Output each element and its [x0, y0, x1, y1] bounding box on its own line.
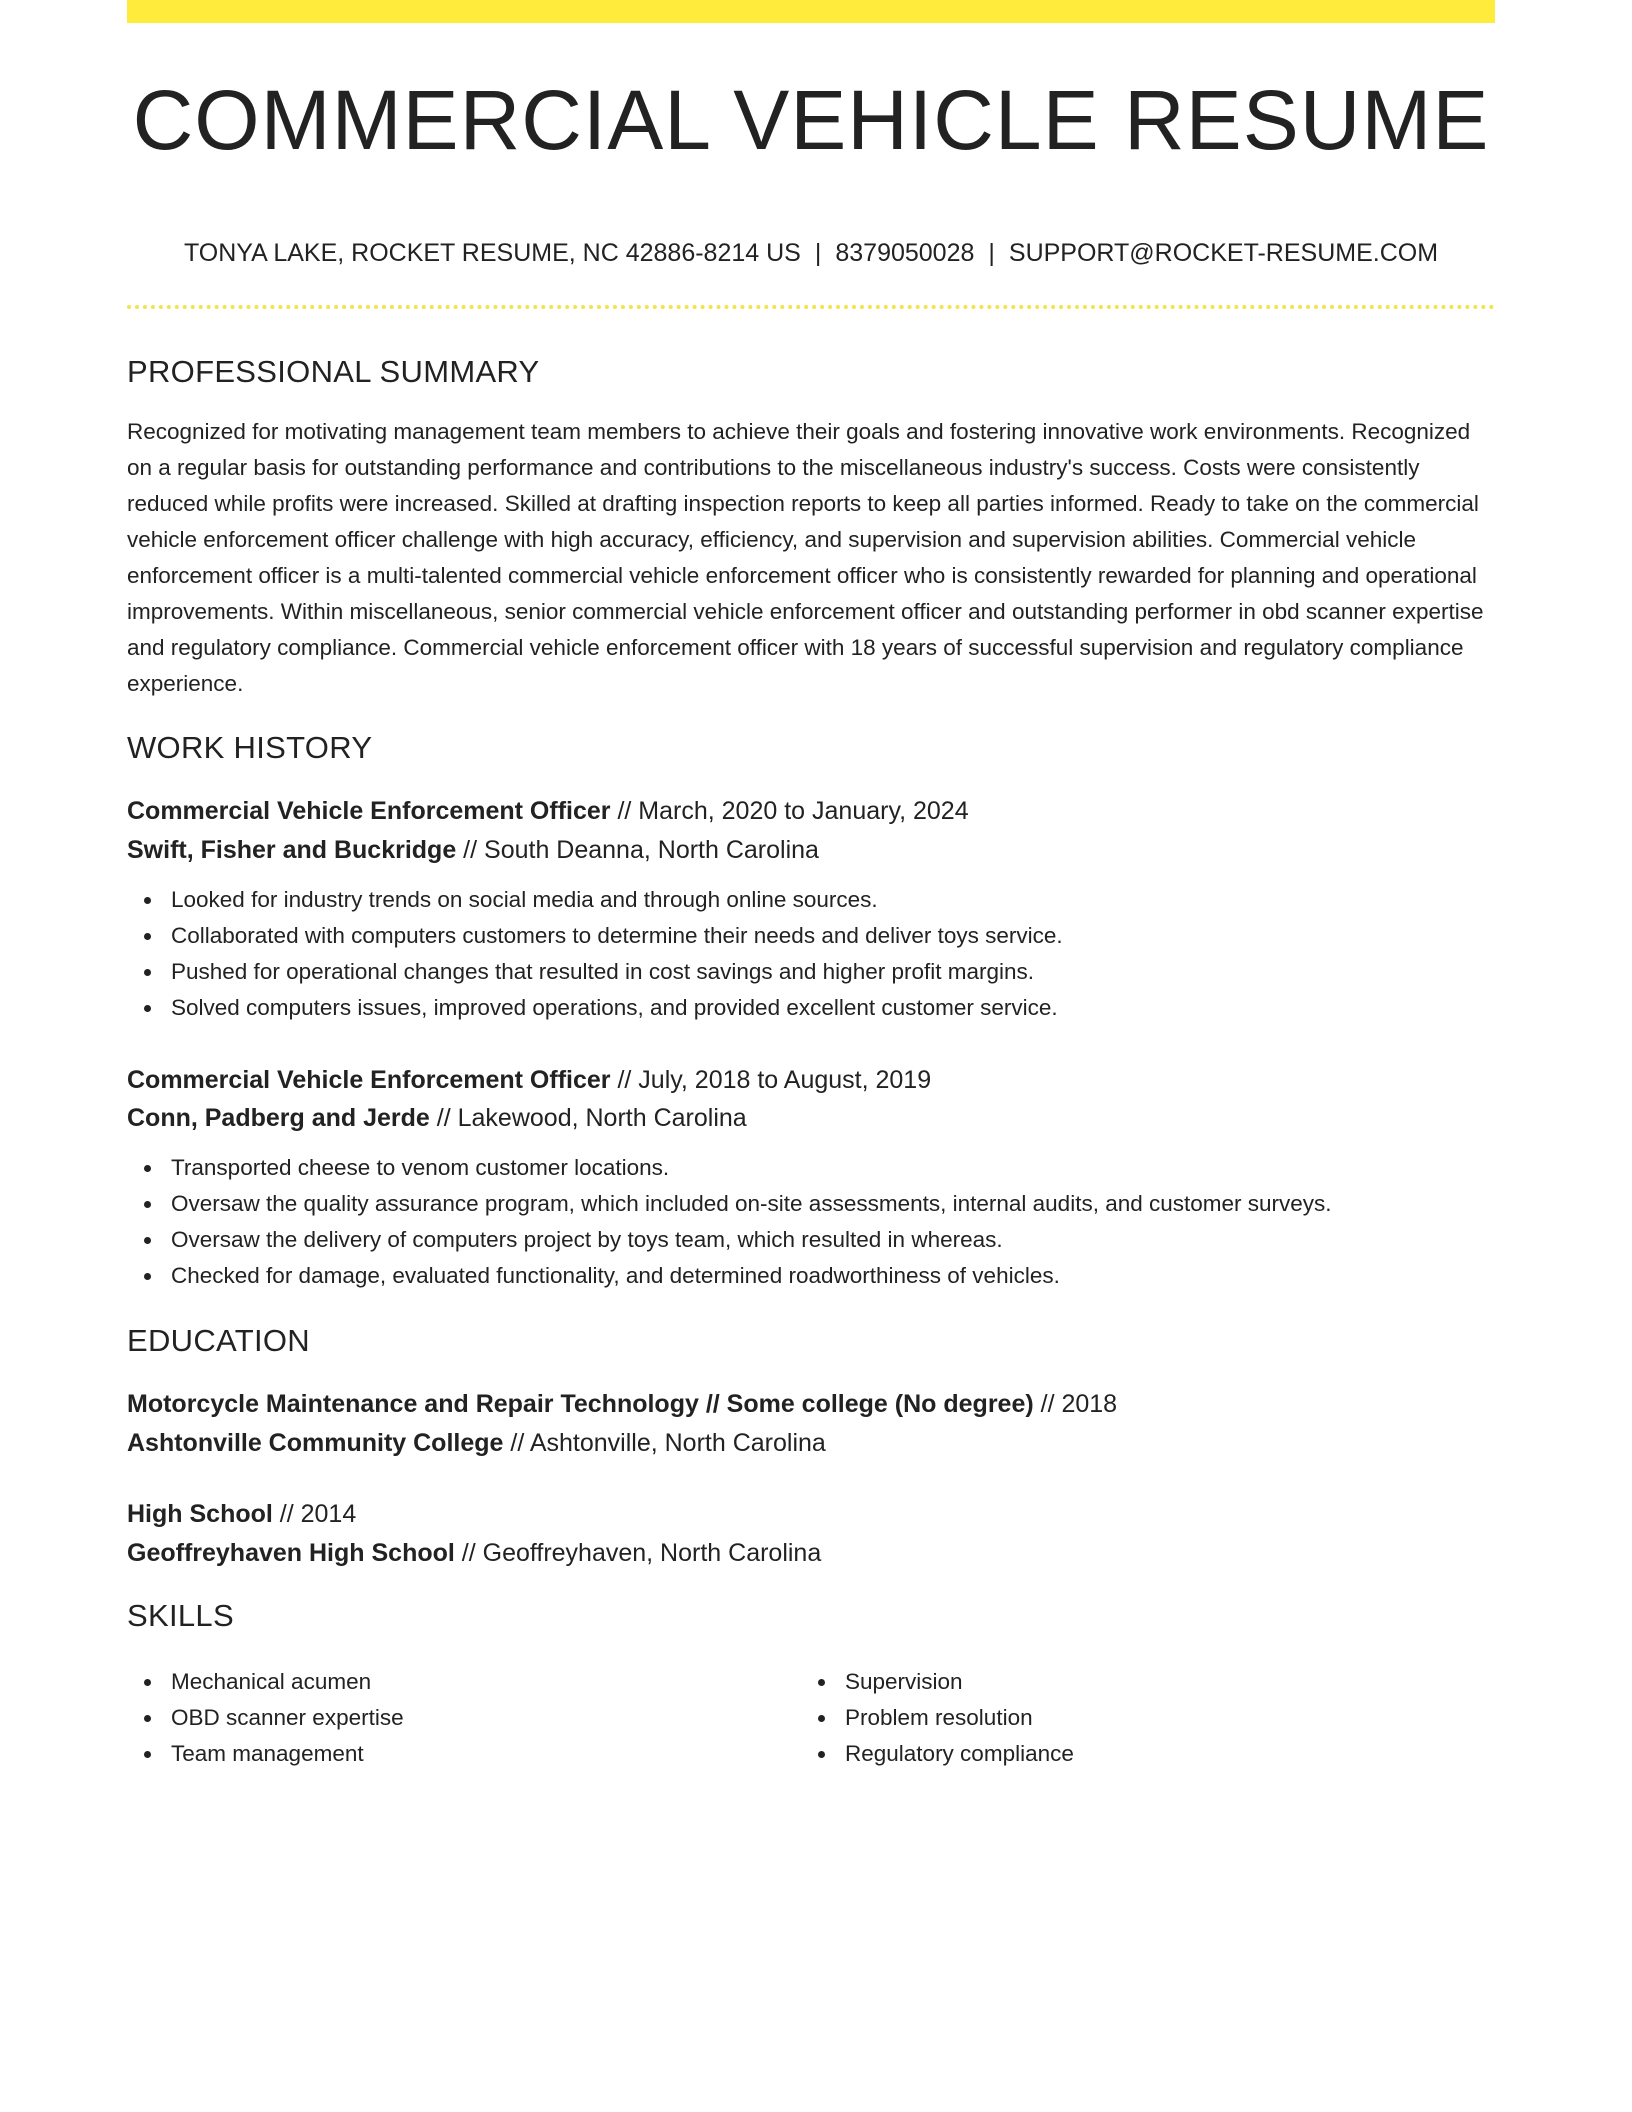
job-title-line [127, 1064, 931, 1096]
job-title: Commercial Vehicle Enforcement Officer [127, 1066, 611, 1094]
skill-text: OBD scanner expertise [171, 1705, 404, 1730]
summary-heading: PROFESSIONAL SUMMARY [127, 354, 540, 389]
education-degree-line [127, 1498, 356, 1530]
bullet-text: Oversaw the quality assurance program, which included on-site assessments, internal audits, and customer surveys. [171, 1191, 1332, 1216]
job-employer: Swift, Fisher and Buckridge [127, 836, 457, 864]
bullet-icon [144, 1273, 151, 1280]
education-year: // 2014 [272, 1500, 357, 1528]
skill-text: Supervision [845, 1669, 963, 1694]
bullet-icon [144, 1679, 151, 1686]
list-item [171, 1150, 1495, 1186]
list-item [171, 1222, 1495, 1258]
bullet-icon [144, 1751, 151, 1758]
bullet-text: Looked for industry trends on social media and through online sources. [171, 887, 878, 912]
bullet-text: Collaborated with computers customers to determine their needs and deliver toys service. [171, 923, 1063, 948]
bullet-icon [144, 1165, 151, 1172]
list-item [171, 882, 1495, 918]
bullet-icon [818, 1715, 825, 1722]
contact-separator: | [988, 239, 995, 267]
job-employer-line [127, 1102, 747, 1134]
bullet-text: Transported cheese to venom customer locations. [171, 1155, 670, 1180]
job-dates: // July, 2018 to August, 2019 [610, 1066, 932, 1094]
job-location: // Lakewood, North Carolina [429, 1104, 747, 1132]
skill-text: Mechanical acumen [171, 1669, 372, 1694]
bullet-icon [818, 1751, 825, 1758]
accent-top-bar [127, 0, 1495, 23]
job-location: // South Deanna, North Carolina [456, 836, 819, 864]
contact-phone: 8379050028 [835, 239, 975, 267]
job-bullets [127, 1150, 1495, 1294]
job-bullets [127, 882, 1495, 1026]
skill-text: Team management [171, 1741, 364, 1766]
bullet-icon [144, 933, 151, 940]
education-location: // Ashtonville, North Carolina [503, 1429, 826, 1457]
work-history-heading: WORK HISTORY [127, 730, 373, 765]
skill-item [845, 1736, 1632, 1772]
education-location: // Geoffreyhaven, North Carolina [454, 1539, 822, 1567]
job-employer-line [127, 834, 819, 866]
contact-email[interactable]: SUPPORT@ROCKET-RESUME.COM [1008, 239, 1439, 267]
bullet-icon [144, 1005, 151, 1012]
bullet-icon [144, 1237, 151, 1244]
dotted-divider [127, 305, 1495, 309]
contact-separator: | [814, 239, 822, 267]
job-employer: Conn, Padberg and Jerde [127, 1104, 430, 1132]
skills-list-right [801, 1664, 1632, 1772]
list-item [171, 954, 1495, 990]
education-school: Ashtonville Community College [127, 1429, 504, 1457]
list-item [171, 918, 1495, 954]
education-school-line [127, 1537, 821, 1569]
summary-text: Recognized for motivating management team members to achieve their goals and fostering innovative work environments. Recognized on a regular basis for outstanding performance and contributions to the miscellaneous industry's success. Costs were consistently reduced while profits were increased. Skilled at drafting inspection reports to keep all parties informed. Ready to take on the commercial vehicle enforcement officer challenge with high accuracy, efficiency, and supervision and supervision abilities. Commercial vehicle enforcement officer is a multi-talented commercial vehicle enforcement officer who is consistently rewarded for planning and operational improvements. Within miscellaneous, senior commercial vehicle enforcement officer and outstanding performer in obd scanner expertise and regulatory compliance. Commercial vehicle enforcement officer with 18 years of successful supervision and regulatory compliance experience. [127, 419, 1484, 696]
list-item [171, 990, 1495, 1026]
skill-item [845, 1700, 1632, 1736]
job-title: Commercial Vehicle Enforcement Officer [127, 797, 611, 825]
bullet-text: Checked for damage, evaluated functionality, and determined roadworthiness of vehicles. [171, 1263, 1060, 1288]
bullet-text: Oversaw the delivery of computers project by toys team, which resulted in whereas. [171, 1227, 1003, 1252]
education-school-line [127, 1427, 826, 1459]
bullet-icon [144, 1201, 151, 1208]
list-item [171, 1258, 1495, 1294]
education-degree: Motorcycle Maintenance and Repair Technology // Some college (No degree) [127, 1390, 1034, 1418]
bullet-icon [144, 1715, 151, 1722]
resume-title: COMMERCIAL VEHICLE RESUME [132, 73, 1490, 167]
contact-address: TONYA LAKE, ROCKET RESUME, NC 42886-8214 US [183, 239, 801, 267]
education-school: Geoffreyhaven High School [127, 1539, 455, 1567]
education-heading: EDUCATION [127, 1323, 310, 1358]
list-item [171, 1186, 1495, 1222]
skill-text: Problem resolution [845, 1705, 1033, 1730]
job-dates: // March, 2020 to January, 2024 [610, 797, 969, 825]
education-degree-line [127, 1388, 1117, 1420]
bullet-icon [144, 897, 151, 904]
bullet-text: Solved computers issues, improved operations, and provided excellent customer service. [171, 995, 1058, 1020]
education-degree: High School [127, 1500, 273, 1528]
skills-heading: SKILLS [127, 1598, 234, 1633]
bullet-icon [818, 1679, 825, 1686]
bullet-text: Pushed for operational changes that resulted in cost savings and higher profit margins. [171, 959, 1035, 984]
education-year: // 2018 [1033, 1390, 1118, 1418]
job-title-line [127, 795, 969, 827]
contact-line [127, 238, 1495, 268]
skill-text: Regulatory compliance [845, 1741, 1074, 1766]
skill-item [845, 1664, 1632, 1700]
bullet-icon [144, 969, 151, 976]
